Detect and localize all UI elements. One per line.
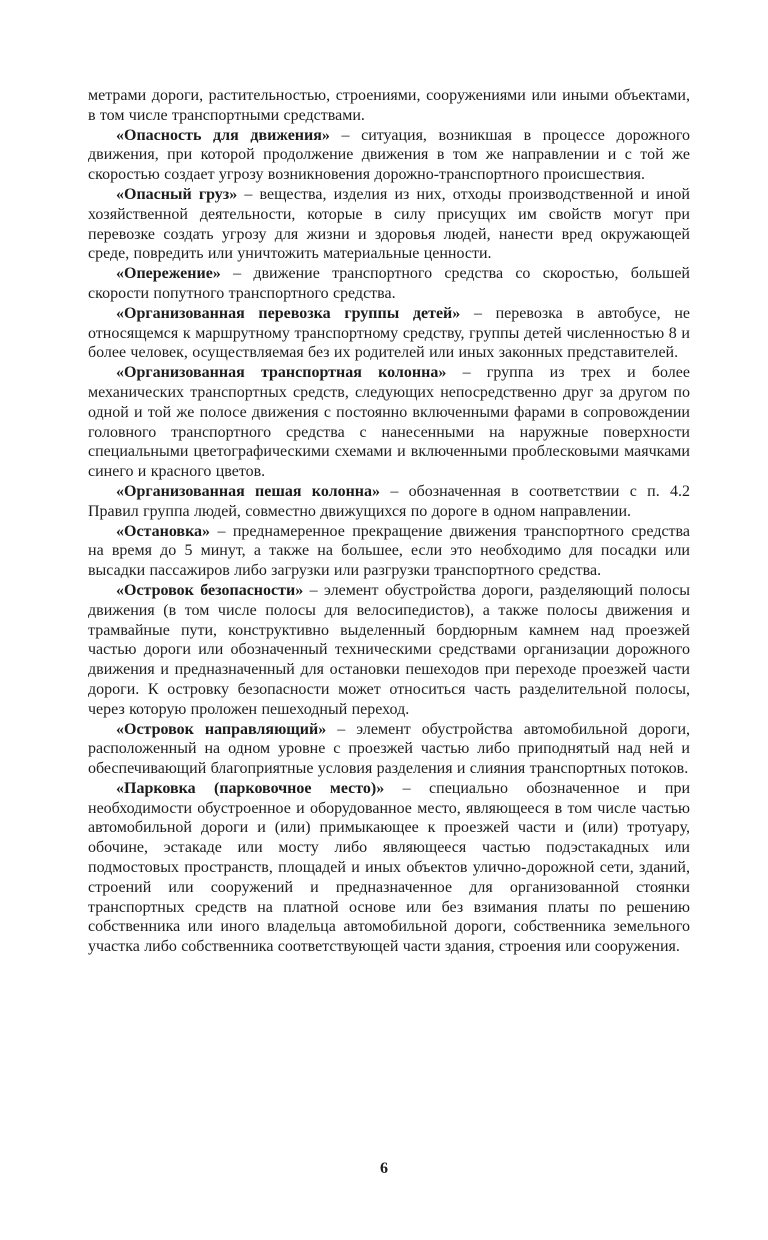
- paragraph: «Опережение» – движение транспортного средства со скоростью, большей скорости попутного транспортного средства.: [88, 265, 690, 302]
- definition-term: «Организованная перевозка группы детей»: [116, 304, 461, 322]
- paragraph: «Организованная пешая колонна» – обозначенная в соответствии с п. 4.2 Правил группа людей, совместно движущихся по дороге в одном направлении.: [88, 482, 690, 520]
- page-number: 6: [380, 1160, 388, 1177]
- definition-term: «Опережение»: [116, 265, 221, 283]
- paragraph: «Островок безопасности» – элемент обустройства дороги, разделяющий полосы движения (в том числе полосы для велосипедистов), а также полосы движения и трамвайные пути, конструктивно выделенный бордюрным камнем над проезжей частью дороги или обозначенный техническими средствами организации дорожного движения и предназначенный для остановки пешеходов при переходе проезжей части дороги. К островку безопасности может относиться часть разделительной полосы, через которую проложен пешеходный переход.: [88, 581, 690, 718]
- paragraph: «Остановка» – преднамеренное прекращение движения транспортного средства на время до 5 минут, а также на большее, если это необходимо для посадки или высадки пассажиров либо загрузки или разгрузки транспортного средства.: [88, 522, 690, 580]
- definition-term: «Островок направляющий»: [116, 720, 327, 738]
- paragraph: «Организованная перевозка группы детей» – перевозка в автобусе, не относящемся к маршрутному транспортному средству, группы детей численностью 8 и более человек, осуществляемая без их родителей или иных законных представителей.: [88, 304, 690, 362]
- definition-term: «Опасность для движения»: [116, 126, 330, 144]
- paragraph: «Парковка (парковочное место)» – специально обозначенное и при необходимости обустроенное и оборудованное место, являющееся в том числе частью автомобильной дороги и (или) примыкающее к проезжей части и (или) тротуару, обочине, эстакаде или мосту либо являющееся частью подэстакадных или подмостовых пространств, площадей и иных объектов улично-дорожной сети, зданий, строений или сооружений и предназначенное для организованной стоянки транспортных средств на платной основе или без взимания платы по решению собственника или иного владельца автомобильной дороги, собственника земельного участка либо собственника соответствующей части здания, строения или сооружения.: [88, 779, 691, 956]
- paragraph: «Островок направляющий» – элемент обустройства автомобильной дороги, расположенный на одном уровне с проезжей частью либо приподнятый над ней и обеспечивающий благоприятные условия разделения и слияния транспортных потоков.: [88, 720, 691, 778]
- definition-term: «Организованная транспортная колонна»: [116, 364, 447, 382]
- paragraph: «Опасность для движения» – ситуация, возникшая в процессе дорожного движения, при которой продолжение движения в том же направлении и с той же скоростью создает угрозу возникновения дорожно-транспортного происшествия.: [88, 126, 691, 184]
- text-body: [88, 86, 690, 957]
- definition-term: «Опасный груз»: [116, 185, 238, 203]
- paragraph: «Опасный груз» – вещества, изделия из них, отходы производственной и иной хозяйственной деятельности, которые в силу присущих им свойств могут при перевозке создать угрозу для жизни и здоровья людей, нанести вред окружающей среде, повредить или уничтожить материальные ценности.: [88, 185, 690, 263]
- paragraph: «Организованная транспортная колонна» – группа из трех и более механических транспортных средств, следующих непосредственно друг за другом по одной и той же полосе движения с постоянно включенными фарами в сопровождении головного транспортного средства с нанесенными на наружные поверхности специальными цветографическими схемами и включенными проблесковыми маячками синего и красного цветов.: [88, 364, 690, 481]
- definition-term: «Парковка (парковочное место)»: [116, 779, 385, 797]
- definition-term: «Организованная пешая колонна»: [116, 482, 381, 500]
- paragraph: метрами дороги, растительностью, строениями, сооружениями или иными объектами, в том числе транспортными средствами.: [88, 87, 690, 124]
- definition-term: «Островок безопасности»: [116, 581, 304, 599]
- definition-term: «Остановка»: [116, 522, 211, 540]
